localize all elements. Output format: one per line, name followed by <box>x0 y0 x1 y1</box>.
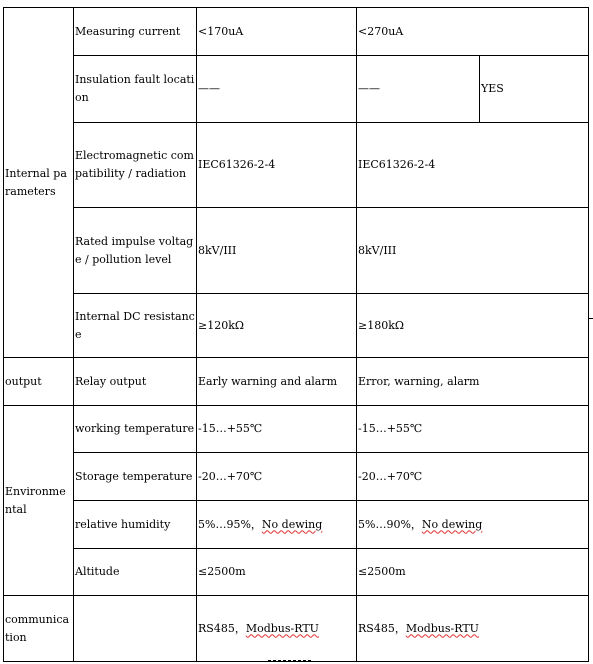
group-internal-parameters: Internal parameters <box>4 8 74 358</box>
spec-table <box>3 7 589 662</box>
table-row <box>4 406 589 453</box>
label-internal-dc: Internal DC resistance <box>74 294 197 358</box>
value-measuring-current-2: <270uA <box>357 8 589 56</box>
group-communication: communication <box>4 596 74 662</box>
value-internal-dc-2: ≥180kΩ <box>357 294 589 358</box>
group-output: output <box>4 358 74 406</box>
value-measuring-current-1: <170uA <box>197 8 357 56</box>
value-storage-temp-2: -20…+70℃ <box>357 453 589 501</box>
value-emc-1: IEC61326-2-4 <box>197 123 357 208</box>
comm-interface-1: RS485， <box>198 621 246 635</box>
value-relay-output-1: Early warning and alarm <box>197 358 357 406</box>
label-storage-temperature: Storage temperature <box>74 453 197 501</box>
value-insulation-fault-2a: —— <box>357 56 480 123</box>
value-storage-temp-1: -20…+70℃ <box>197 453 357 501</box>
table-row <box>4 358 589 406</box>
value-rated-impulse-2: 8kV/III <box>357 208 589 294</box>
table-row <box>4 208 589 294</box>
humidity-note-2: No dewing <box>421 517 483 531</box>
humidity-range-1: 5%…95%， <box>198 517 262 531</box>
label-relative-humidity: relative humidity <box>74 501 197 549</box>
value-working-temp-1: -15…+55℃ <box>197 406 357 453</box>
table-row <box>4 453 589 501</box>
label-altitude: Altitude <box>74 549 197 596</box>
comm-protocol-1: Modbus-RTU <box>245 621 319 635</box>
humidity-range-2: 5%…90%， <box>358 517 422 531</box>
label-relay-output: Relay output <box>74 358 197 406</box>
label-measuring-current: Measuring current <box>74 8 197 56</box>
table-row <box>4 123 589 208</box>
comm-interface-2: RS485， <box>358 621 406 635</box>
label-communication <box>74 596 197 662</box>
table-row <box>4 549 589 596</box>
value-insulation-fault-2b: YES <box>480 56 589 123</box>
value-humidity-1 <box>197 501 357 549</box>
table-row <box>4 596 589 662</box>
value-communication-1 <box>197 596 357 662</box>
value-insulation-fault-1: —— <box>197 56 357 123</box>
table-row <box>4 56 589 123</box>
value-altitude-2: ≤2500m <box>357 549 589 596</box>
group-environmental: Environmental <box>4 406 74 596</box>
value-humidity-2 <box>357 501 589 549</box>
table-row <box>4 294 589 358</box>
value-altitude-1: ≤2500m <box>197 549 357 596</box>
table-edge-artifact <box>589 318 593 319</box>
comm-protocol-2: Modbus-RTU <box>405 621 479 635</box>
value-internal-dc-1: ≥120kΩ <box>197 294 357 358</box>
value-communication-2 <box>357 596 589 662</box>
label-emc: Electromagnetic compatibility / radiation <box>74 123 197 208</box>
label-insulation-fault-location: Insulation fault location <box>74 56 197 123</box>
value-relay-output-2: Error, warning, alarm <box>357 358 589 406</box>
humidity-note-1: No dewing <box>261 517 323 531</box>
table-row <box>4 8 589 56</box>
value-working-temp-2: -15…+55℃ <box>357 406 589 453</box>
label-working-temperature: working temperature <box>74 406 197 453</box>
value-emc-2: IEC61326-2-4 <box>357 123 589 208</box>
page-bottom-artifact <box>268 660 312 662</box>
table-row <box>4 501 589 549</box>
label-rated-impulse: Rated impulse voltage / pollution level <box>74 208 197 294</box>
value-rated-impulse-1: 8kV/III <box>197 208 357 294</box>
